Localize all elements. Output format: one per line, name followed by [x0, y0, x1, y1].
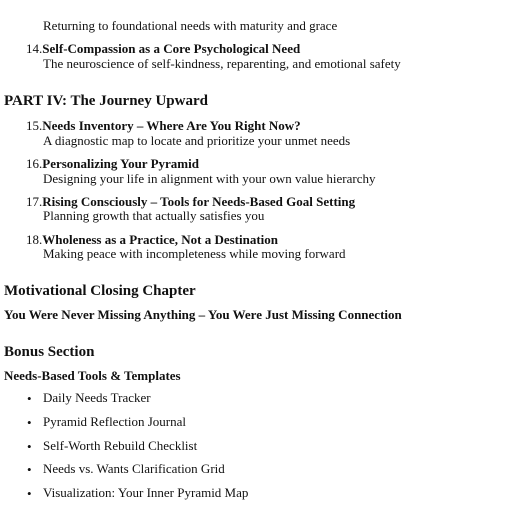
part-iv-heading: PART IV: The Journey Upward: [4, 93, 208, 109]
bullet-icon: •: [27, 391, 32, 406]
toc-entry-number: 15.: [26, 118, 43, 133]
bullet-icon: •: [27, 462, 32, 477]
toc-entry-subtitle: The neuroscience of self-kindness, reparenting, and emotional safety: [43, 56, 401, 71]
toc-entry-subtitle: Making peace with incompleteness while moving forward: [43, 246, 346, 261]
toc-entry-number: 18.: [26, 232, 43, 247]
toc-entry-subtitle: Planning growth that actually satisfies you: [43, 208, 265, 223]
toc-entry-subtitle: A diagnostic map to locate and prioritize your unmet needs: [43, 133, 351, 148]
bonus-heading: Bonus Section: [4, 344, 95, 360]
bonus-subheading: Needs-Based Tools & Templates: [4, 368, 181, 383]
bonus-list-item[interactable]: [27, 438, 198, 456]
toc-entry-title: Rising Consciously – Tools for Needs-Based Goal Setting: [42, 194, 356, 209]
bullet-icon: •: [27, 415, 32, 430]
toc-entry-title: Wholeness as a Practice, Not a Destination: [42, 232, 279, 247]
bonus-item-label: Self-Worth Rebuild Checklist: [43, 438, 198, 453]
toc-entry-title: Needs Inventory – Where Are You Right Now?: [42, 118, 301, 133]
bonus-list-item[interactable]: [27, 414, 186, 432]
bullet-icon: •: [27, 439, 32, 454]
bonus-item-label: Daily Needs Tracker: [43, 390, 151, 405]
toc-entry-subtitle: Designing your life in alignment with your own value hierarchy: [43, 171, 376, 186]
bonus-item-label: Needs vs. Wants Clarification Grid: [43, 461, 225, 476]
bonus-list-item[interactable]: [27, 461, 225, 479]
bonus-list-item[interactable]: [27, 390, 151, 408]
closing-chapter-title[interactable]: You Were Never Missing Anything – You Were Just Missing Connection: [4, 307, 402, 322]
chapter-13-subtitle: Returning to foundational needs with maturity and grace: [43, 18, 338, 33]
toc-entry-number: 14.: [26, 41, 43, 56]
bonus-item-label: Pyramid Reflection Journal: [43, 414, 186, 429]
closing-heading: Motivational Closing Chapter: [4, 283, 196, 299]
bonus-item-label: Visualization: Your Inner Pyramid Map: [43, 485, 249, 500]
toc-entry-title: Personalizing Your Pyramid: [42, 156, 199, 171]
bullet-icon: •: [27, 486, 32, 501]
bonus-list-item[interactable]: [27, 485, 249, 503]
toc-entry-title: Self-Compassion as a Core Psychological Need: [42, 41, 301, 56]
toc-entry-number: 17.: [26, 194, 43, 209]
toc-entry-number: 16.: [26, 156, 43, 171]
